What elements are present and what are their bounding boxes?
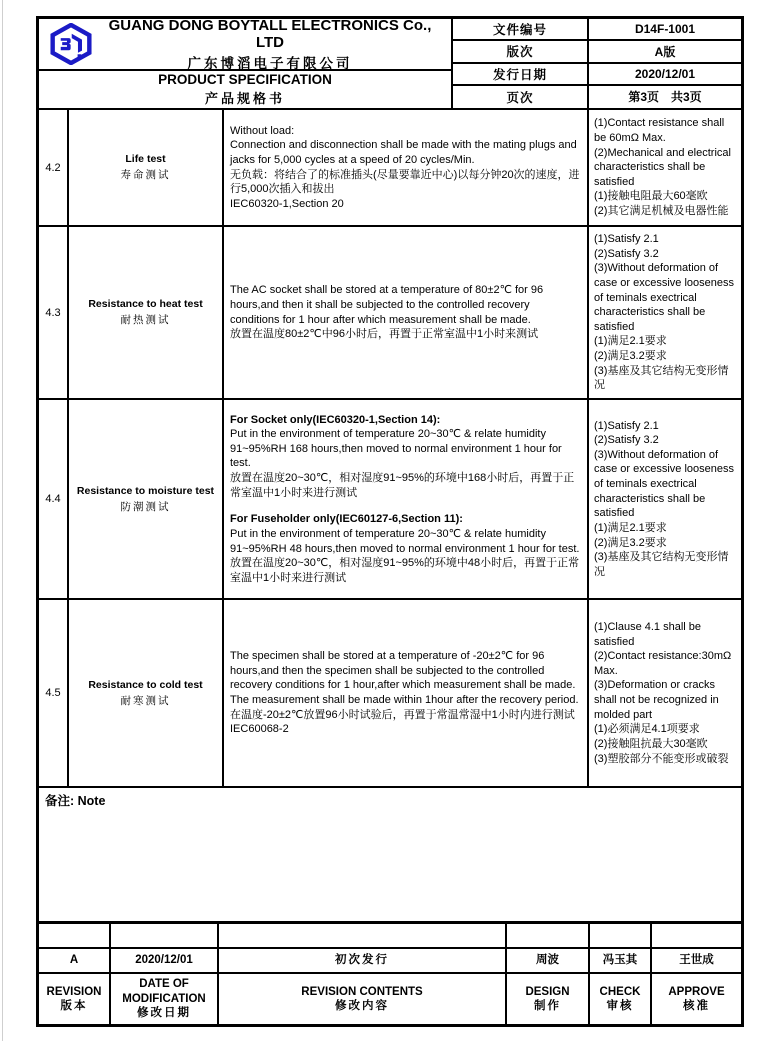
content-line: Put in the environment of temperature 20~30℃ & relate humidity 91~95%RH 168 hours,then moved to normal environment 1 hour for test.: [230, 428, 562, 470]
meta-label-0: 文件编号: [453, 19, 589, 39]
meta-value-1: A版: [654, 44, 676, 59]
company-name-cn: 广东博滔电子有限公司: [187, 55, 353, 71]
revision-header-en-0: REVISION: [46, 985, 102, 998]
revision-header-en-4: CHECK: [599, 985, 641, 998]
spec-requirement-4.4: [589, 400, 741, 600]
spec-item-cn-4.4: 防潮测试: [120, 500, 171, 513]
requirement-line: (2)Mechanical and electrical characteristics shall be satisfied: [594, 146, 731, 188]
spec-requirement-4.3: [589, 227, 741, 400]
requirement-line: (1)Satisfy 2.1: [594, 419, 659, 432]
spec-requirement-4.5: [589, 600, 741, 788]
spec-content-4.4: [224, 400, 589, 600]
spec-item-en-4.2: Life test: [125, 153, 166, 165]
revision-header-cn-4: 审核: [606, 1000, 634, 1012]
spec-requirement-4.2: [589, 110, 741, 227]
requirement-line: (1)Clause 4.1 shall be satisfied: [594, 620, 702, 648]
document-header: [39, 16, 741, 110]
revision-cell-1-0: A: [39, 949, 111, 974]
scan-edge-artifact: [2, 0, 3, 1041]
spec-no-4.4: 4.4: [39, 400, 69, 600]
spec-content-4.3: [224, 227, 589, 400]
revision-header-cn-1: 修改日期: [137, 1007, 191, 1020]
requirement-line: (1)满足2.1要求: [594, 335, 667, 348]
revision-header-3: [507, 974, 590, 1024]
requirement-line: (3)塑胶部分不能变形或破裂: [594, 752, 729, 765]
spec-item-4.3: [69, 227, 224, 400]
revision-header-5: [652, 974, 741, 1024]
meta-value-0: D14F-1001: [634, 22, 696, 37]
content-line: [230, 500, 581, 512]
spec-item-cn-4.3: 耐热测试: [120, 314, 171, 326]
spec-item-en-4.3: Resistance to heat test: [88, 298, 203, 310]
content-line: 在温度-20±2℃放置96小时试验后，再置于常温常湿中1小时内进行测试: [230, 708, 575, 721]
revision-header-cn-5: 核准: [683, 1000, 710, 1012]
content-line: The specimen shall be stored at a temperature of -20±2℃ for 96 hours,and then the specimen shall be subjected to the controlled recovery conditions for 1 hour,after which measurement shall be made. The measurement shall be made within 1hour after the recovery period.: [230, 650, 579, 706]
requirement-line: (2)Satisfy 3.2: [594, 247, 659, 260]
requirement-line: (1)满足2.1要求: [594, 521, 667, 534]
content-line: IEC60320-1,Section 20: [230, 197, 344, 210]
revision-header-en-3: DESIGN: [525, 985, 570, 998]
revision-header-2: [219, 974, 507, 1024]
requirement-line: (1)Satisfy 2.1: [594, 233, 659, 246]
revision-table: [39, 924, 741, 1024]
revision-header-cn-3: 制作: [534, 1000, 561, 1012]
content-line: IEC60068-2: [230, 723, 289, 736]
revision-header-en-5: APPROVE: [668, 985, 725, 998]
revision-cell-1-5: 王世成: [652, 949, 741, 974]
spec-item-cn-4.2: 寿命测试: [120, 169, 171, 181]
meta-row-2: [453, 64, 741, 86]
revision-cell-0-1: [111, 924, 219, 949]
content-line: Connection and disconnection shall be made with the mating plugs and jacks for 5,000 cycles at a speed of 20 cycles/Min.: [230, 139, 577, 166]
requirement-line: (3)Without deformation of case or excessive looseness of teminals exectrical characteristics shall be satisfied: [594, 448, 735, 520]
revision-header-0: [39, 974, 111, 1024]
company-name-en: GUANG DONG BOYTALL ELECTRONICS Co., LTD: [108, 16, 432, 51]
content-line: 放置在温度20~30℃，相对湿度91~95%的环境中48小时后，再置于正常室温中1小时来进行测试: [230, 557, 580, 584]
doc-title-cn: 产品规格书: [204, 91, 285, 106]
spec-no-4.5: 4.5: [39, 600, 69, 788]
content-line: 放置在温度80±2℃中96小时后，再置于正常室温中1小时来测试: [230, 328, 539, 341]
requirement-line: (1)必须满足4.1项要求: [594, 723, 700, 736]
spec-no-4.3: 4.3: [39, 227, 69, 400]
content-line: The AC socket shall be stored at a temperature of 80±2℃ for 96 hours,and then it shall be subjected to the controlled recovery conditions for 1 hour after which measurement shall be made.: [230, 284, 544, 326]
spec-content-4.2: [224, 110, 589, 227]
revision-header-en-2: REVISION CONTENTS: [301, 985, 423, 998]
spec-item-4.4: [69, 400, 224, 600]
content-line: 无负载：将结合了的标准插头(尽量要靠近中心)以每分钟20次的速度，进行5,000次插入和拔出: [230, 168, 580, 196]
note-section: [39, 788, 741, 924]
spec-item-cn-4.5: 耐寒测试: [120, 694, 171, 707]
meta-row-0: [453, 19, 741, 41]
revision-cell-0-5: [652, 924, 741, 949]
note-label: 备注: Note: [45, 794, 106, 808]
revision-header-cn-2: 修改内容: [335, 1000, 389, 1012]
content-line: For Fuseholder only(IEC60127-6,Section 11):: [230, 513, 463, 526]
spec-content-4.5: [224, 600, 589, 788]
doc-title: [39, 71, 451, 108]
meta-value-2: 2020/12/01: [634, 66, 696, 81]
requirement-line: (3)基座及其它结构无变形情况: [594, 551, 729, 578]
spec-no-4.2: 4.2: [39, 110, 69, 227]
requirement-line: (3)基座及其它结构无变形情况: [594, 364, 729, 392]
spec-item-en-4.4: Resistance to moisture test: [76, 484, 215, 497]
content-line: 放置在温度20~30℃，相对湿度91~95%的环境中168小时后，再置于正常室温中1小时来进行测试: [230, 472, 575, 499]
meta-label-3: 页次: [453, 86, 589, 108]
requirement-line: (1)接触电阻最大60毫欧: [594, 190, 708, 203]
requirement-line: (3)Deformation or cracks shall not be recognized in molded part: [594, 679, 719, 721]
requirement-line: (2)满足3.2要求: [594, 350, 667, 363]
revision-cell-0-2: [219, 924, 507, 949]
company-logo-icon: [49, 23, 93, 65]
meta-row-3: [453, 86, 741, 108]
meta-value-3: 第3页 共3页: [628, 90, 702, 105]
requirement-line: (2)Satisfy 3.2: [594, 434, 659, 447]
requirement-line: (2)Contact resistance:30mΩ Max.: [594, 650, 732, 677]
spec-item-4.5: [69, 600, 224, 788]
revision-header-en-1: DATE OF MODIFICATION: [122, 978, 206, 1005]
revision-cell-1-1: 2020/12/01: [111, 949, 219, 974]
doc-title-en: PRODUCT SPECIFICATION: [158, 72, 332, 87]
header-left: [39, 16, 453, 108]
revision-header-4: [590, 974, 652, 1024]
company-names: [95, 17, 445, 72]
revision-cell-0-0: [39, 924, 111, 949]
spec-table: [39, 110, 741, 788]
spec-item-en-4.5: Resistance to cold test: [88, 678, 203, 691]
revision-header-cn-0: 版本: [60, 1000, 88, 1012]
revision-cell-1-4: 冯玉其: [590, 949, 652, 974]
meta-label-1: 版次: [453, 41, 589, 61]
requirement-line: (2)满足3.2要求: [594, 536, 667, 549]
revision-header-1: [111, 974, 219, 1024]
requirement-line: (2)接触阻抗最大30毫欧: [594, 737, 708, 750]
requirement-line: (3)Without deformation of case or excessive looseness of teminals exectrical characteristics shall be satisfied: [594, 262, 735, 333]
requirement-line: (1)Contact resistance shall be 60mΩ Max.: [594, 117, 725, 144]
meta-row-1: [453, 41, 741, 63]
content-line: Without load:: [230, 124, 295, 137]
revision-cell-0-4: [590, 924, 652, 949]
spec-item-4.2: [69, 110, 224, 227]
company-block: [39, 16, 451, 71]
content-line: Put in the environment of temperature 20~30℃ & relate humidity 91~95%RH 48 hours,then moved to normal environment 1 hour for test.: [230, 527, 580, 555]
content-line: For Socket only(IEC60320-1,Section 14):: [230, 413, 441, 426]
revision-cell-1-2: 初次发行: [219, 949, 507, 974]
requirement-line: (2)其它满足机械及电器性能: [594, 205, 729, 218]
meta-label-2: 发行日期: [453, 64, 589, 84]
spec-sheet: [36, 16, 744, 1027]
doc-meta-table: [453, 19, 741, 108]
revision-cell-0-3: [507, 924, 590, 949]
revision-cell-1-3: 周波: [507, 949, 590, 974]
